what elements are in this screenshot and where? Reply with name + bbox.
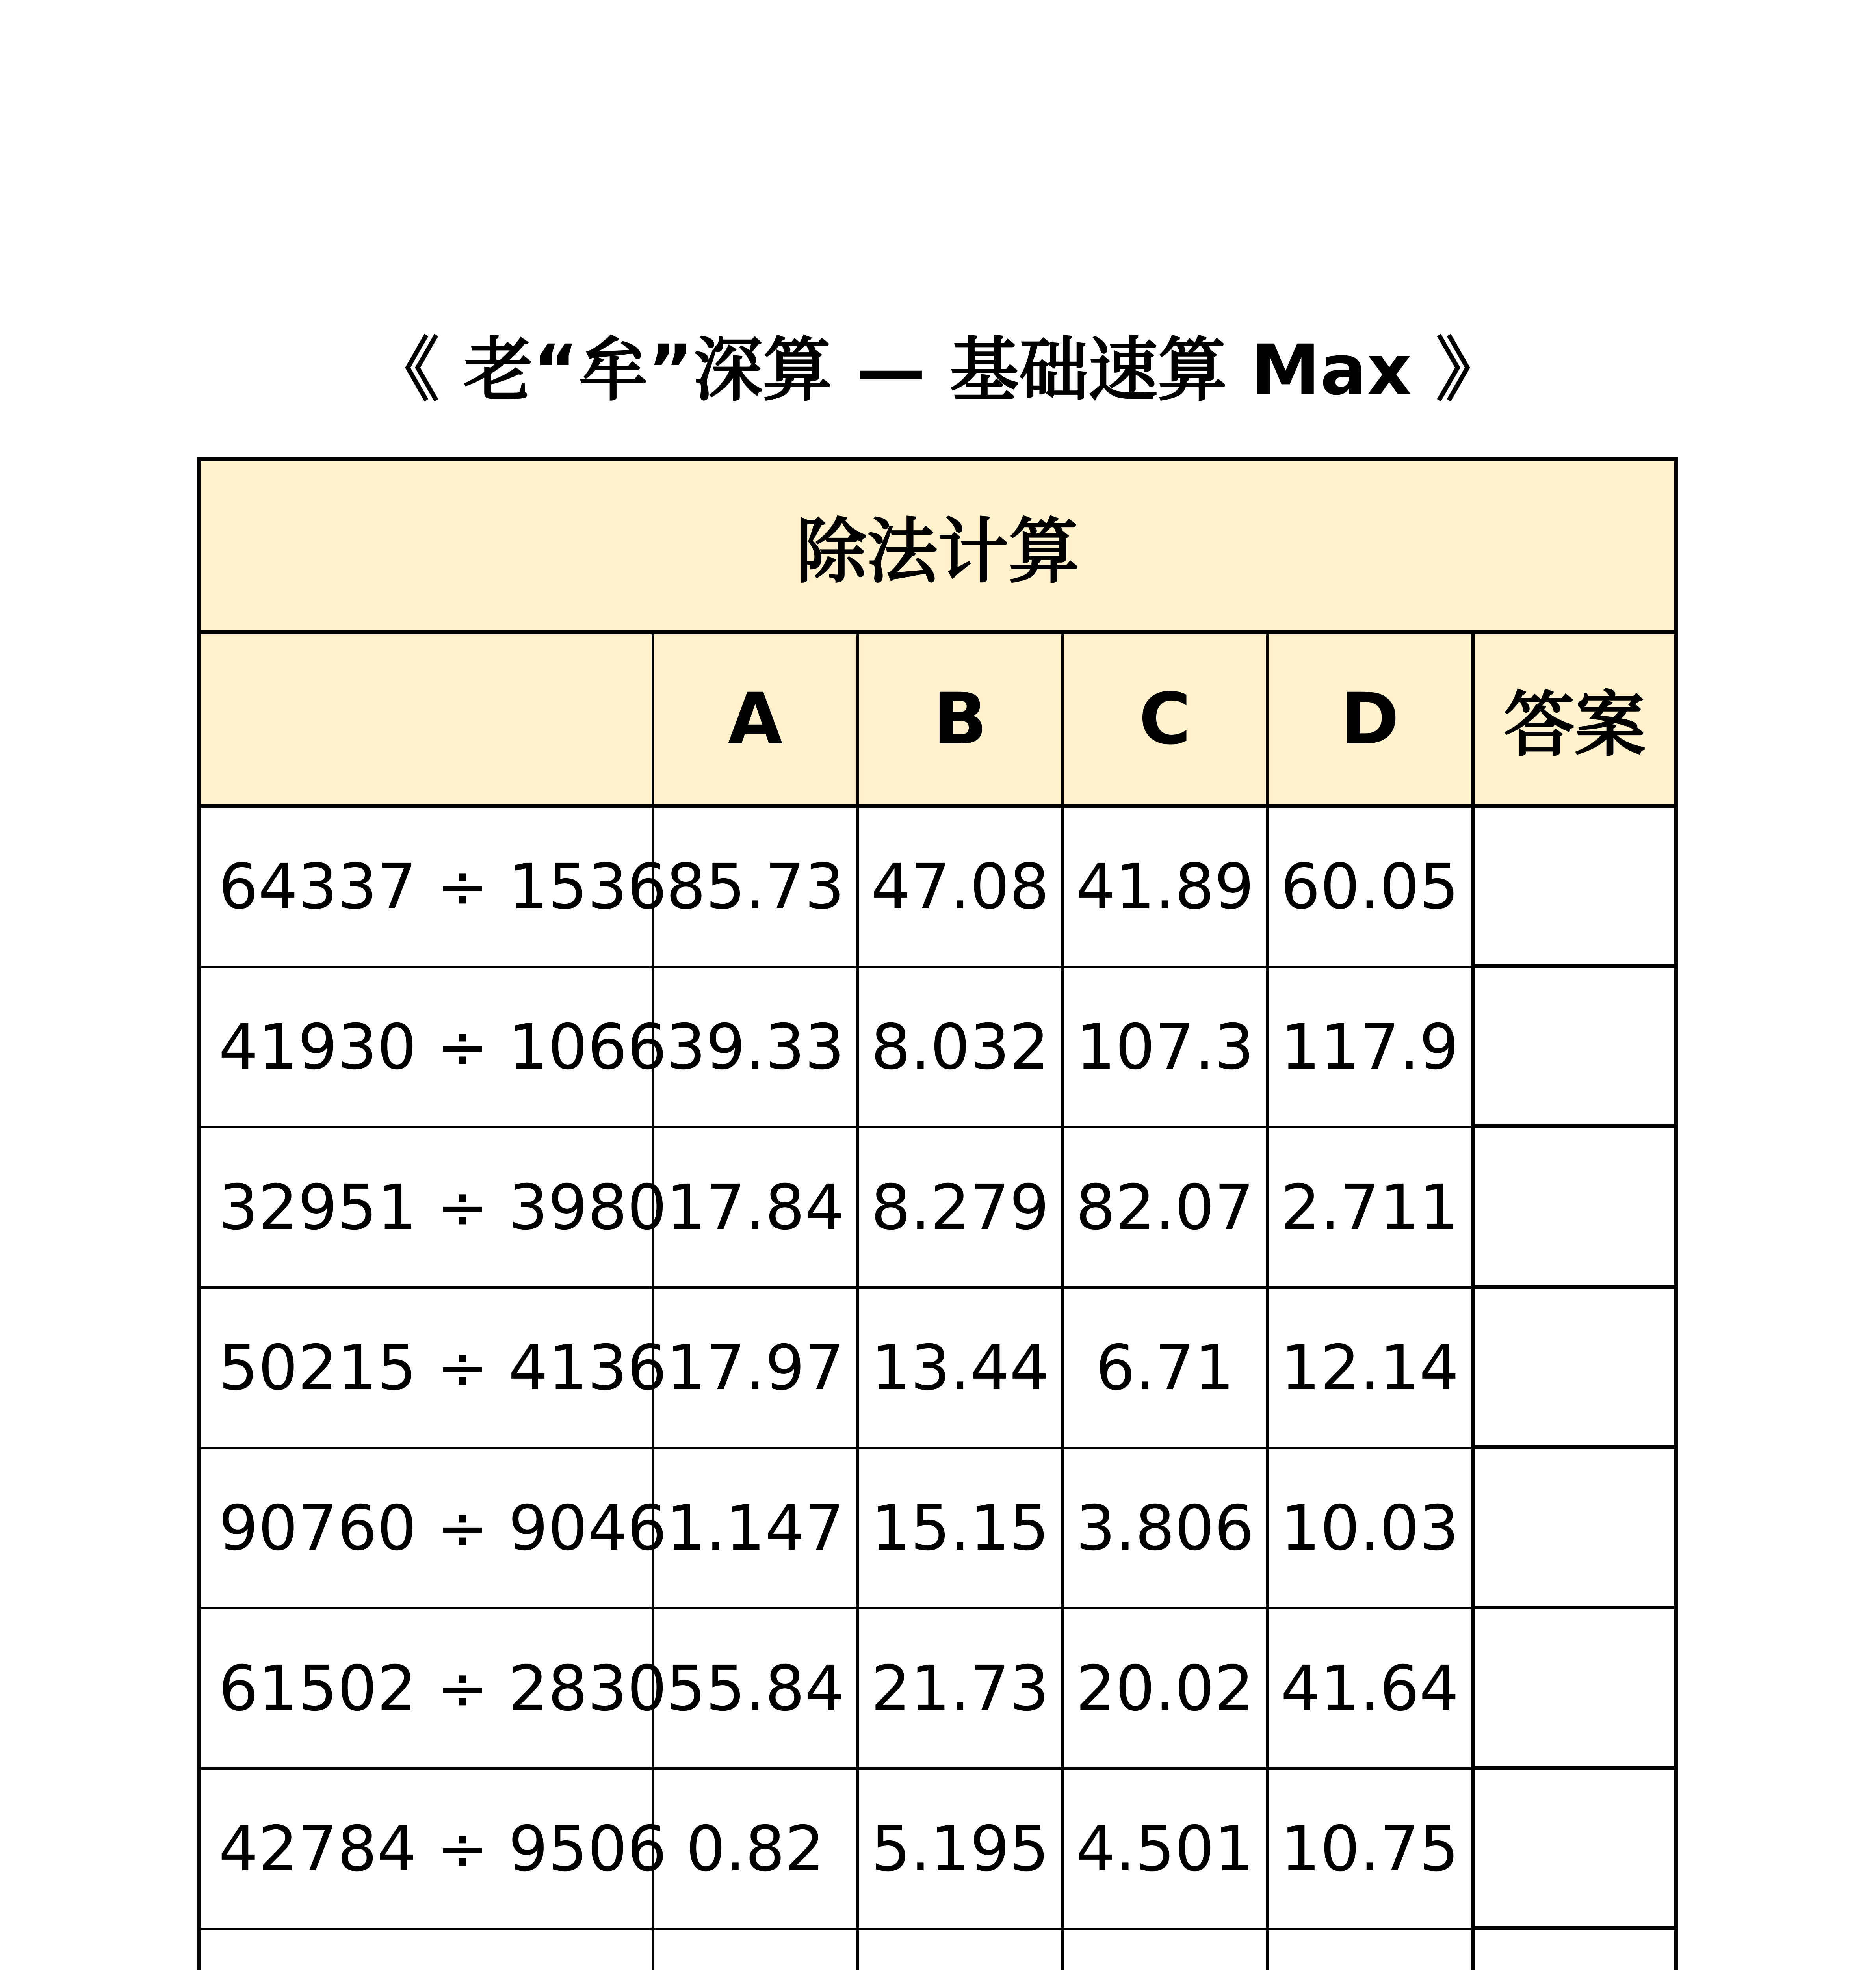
option-c-value: 107.3 — [1064, 968, 1269, 1128]
division-problem: 42784 ÷ 9506 — [201, 1770, 654, 1930]
option-a-value: 0.82 — [654, 1770, 859, 1930]
division-problem: 41930 ÷ 1066 — [201, 968, 654, 1128]
division-problem: 32951 ÷ 3980 — [201, 1128, 654, 1289]
option-d-value: 41.64 — [1269, 1609, 1473, 1770]
division-worksheet-table — [197, 457, 1678, 1970]
option-d-value: 2.711 — [1269, 1128, 1473, 1289]
option-b-value: 5.195 — [859, 1770, 1064, 1930]
option-b-value: 15.15 — [859, 1449, 1064, 1609]
header-option-d: D — [1269, 634, 1473, 808]
division-problem — [201, 1930, 654, 1970]
option-d-value: 10.75 — [1269, 1770, 1473, 1930]
option-b-value: 13.44 — [859, 1289, 1064, 1449]
answer-box[interactable] — [1473, 1128, 1674, 1289]
option-d-value: 117.9 — [1269, 968, 1473, 1128]
option-d-value: 60.05 — [1269, 808, 1473, 968]
option-a-value: 39.33 — [654, 968, 859, 1128]
option-b-value: 21.73 — [859, 1609, 1064, 1770]
option-b-value — [859, 1930, 1064, 1970]
header-answer: 答案 — [1473, 634, 1674, 808]
option-c-value: 6.71 — [1064, 1289, 1269, 1449]
option-c-value — [1064, 1930, 1269, 1970]
answer-box[interactable] — [1473, 1609, 1674, 1770]
header-blank — [201, 634, 654, 808]
header-option-c: C — [1064, 634, 1269, 808]
option-d-value — [1269, 1930, 1473, 1970]
division-problem: 90760 ÷ 9046 — [201, 1449, 654, 1609]
option-a-value: 17.97 — [654, 1289, 859, 1449]
option-b-value: 8.032 — [859, 968, 1064, 1128]
option-c-value: 3.806 — [1064, 1449, 1269, 1609]
option-a-value — [654, 1930, 859, 1970]
option-c-value: 41.89 — [1064, 808, 1269, 968]
option-b-value: 47.08 — [859, 808, 1064, 968]
page-title: 《 老“牟”深算 — 基础速算 Max 》 — [370, 330, 1505, 411]
option-c-value: 82.07 — [1064, 1128, 1269, 1289]
answer-box[interactable] — [1473, 1930, 1674, 1970]
answer-box[interactable] — [1473, 968, 1674, 1128]
option-d-value: 10.03 — [1269, 1449, 1473, 1609]
header-option-b: B — [859, 634, 1064, 808]
option-c-value: 4.501 — [1064, 1770, 1269, 1930]
answer-box[interactable] — [1473, 808, 1674, 968]
division-problem: 61502 ÷ 2830 — [201, 1609, 654, 1770]
option-a-value: 55.84 — [654, 1609, 859, 1770]
header-option-a: A — [654, 634, 859, 808]
option-a-value: 85.73 — [654, 808, 859, 968]
answer-box[interactable] — [1473, 1449, 1674, 1609]
section-title: 除法计算 — [201, 461, 1674, 634]
division-problem: 50215 ÷ 4136 — [201, 1289, 654, 1449]
answer-box[interactable] — [1473, 1289, 1674, 1449]
option-a-value: 17.84 — [654, 1128, 859, 1289]
option-c-value: 20.02 — [1064, 1609, 1269, 1770]
option-a-value: 1.147 — [654, 1449, 859, 1609]
division-problem: 64337 ÷ 1536 — [201, 808, 654, 968]
answer-box[interactable] — [1473, 1770, 1674, 1930]
option-b-value: 8.279 — [859, 1128, 1064, 1289]
option-d-value: 12.14 — [1269, 1289, 1473, 1449]
